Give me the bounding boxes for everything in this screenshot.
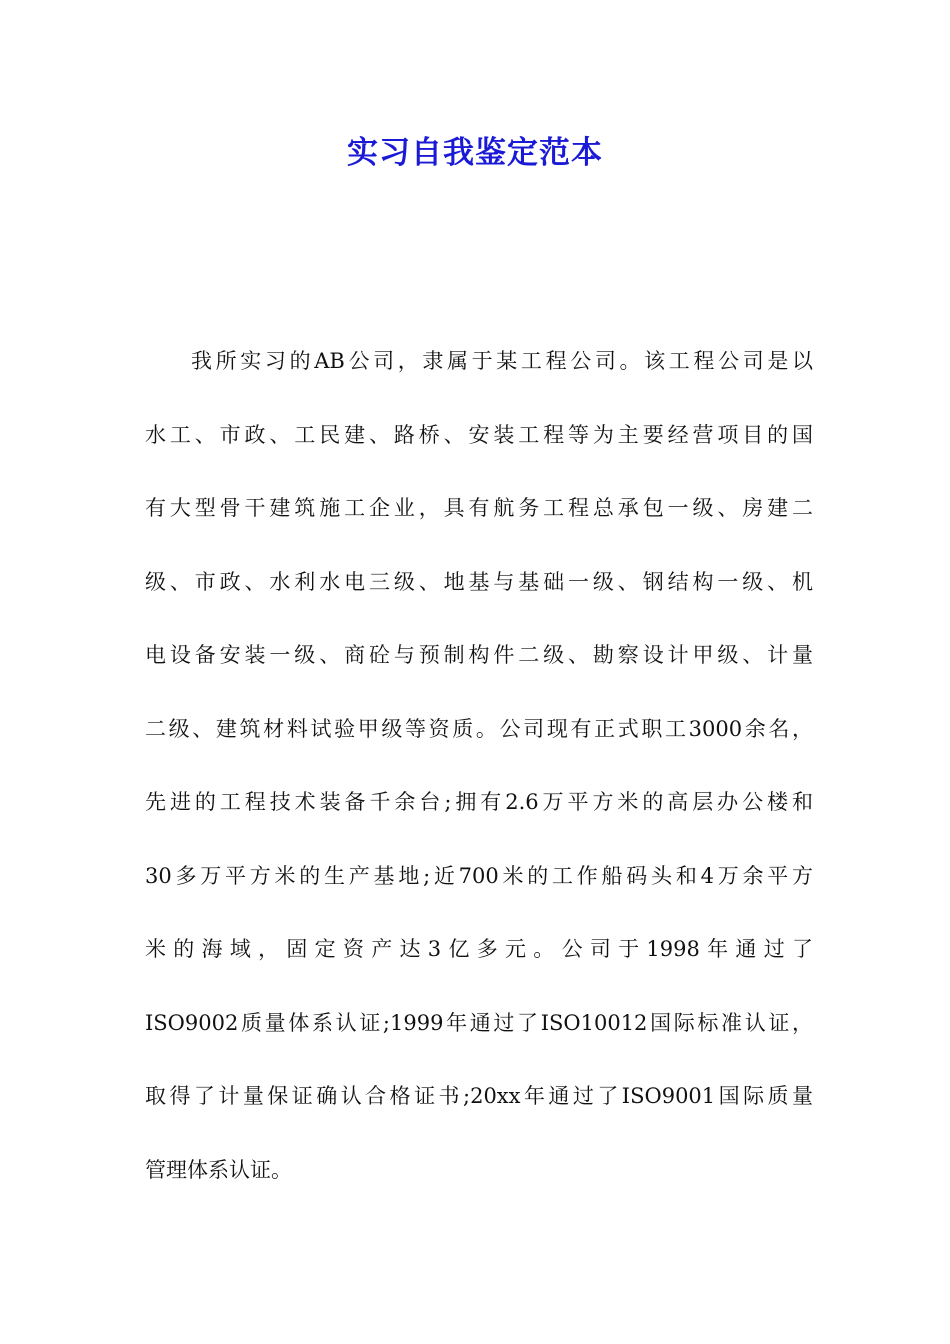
paragraph-line: ISO9002质量体系认证;1999年通过了ISO10012国际标准认证， [145,1010,813,1035]
document-title: 实习自我鉴定范本 [347,135,603,171]
document-body [145,333,813,1215]
paragraph-line: 先进的工程技术装备千余台;拥有2.6万平方米的高层办公楼和 [145,790,813,814]
paragraph-line: 二级、建筑材料试验甲级等资质。公司现有正式职工3000余名， [145,716,813,741]
paragraph-line: 我所实习的AB公司，隶属于某工程公司。该工程公司是以 [191,349,813,373]
paragraph-line: 水工、市政、工民建、路桥、安装工程等为主要经营项目的国 [145,422,813,447]
paragraph-line: 30多万平方米的生产基地;近700米的工作船码头和4万余平方 [145,863,813,888]
paragraph-line: 电设备安装一级、商砼与预制构件二级、勘察设计甲级、计量 [145,643,813,667]
paragraph-line: 米的海域，固定资产达3亿多元。公司于1998年通过了 [145,937,813,961]
paragraph-line: 取得了计量保证确认合格证书;20xx年通过了ISO9001国际质量 [145,1084,813,1108]
paragraph-line: 有大型骨干建筑施工企业，具有航务工程总承包一级、房建二 [145,496,813,520]
paragraph-line: 管理体系认证。 [145,1157,292,1182]
paragraph-line: 级、市政、水利水电三级、地基与基础一级、钢结构一级、机 [145,569,813,594]
